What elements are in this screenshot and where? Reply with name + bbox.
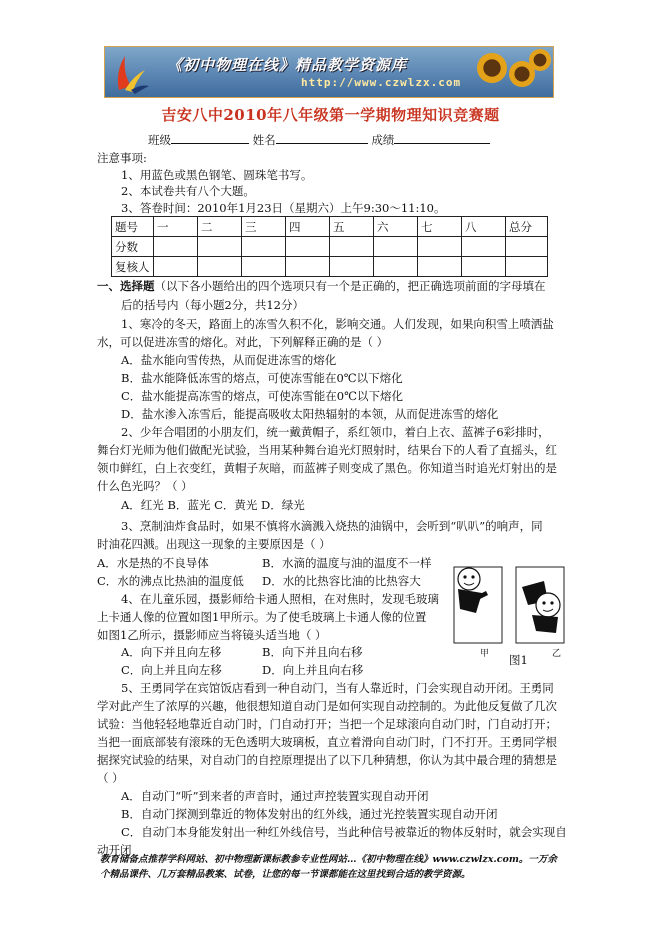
footer-line: 教育储备点推荐学科网站、初中物理新课标教参专业性网站…《初中物理在线》www.czwlzx.com。一万余 [100,854,557,865]
question-text: 4、在儿童乐园，摄影师给卡通人照相，在对焦时，发现毛玻璃 [121,592,439,606]
score-cell[interactable] [506,237,548,257]
note-item: 2、本试卷共有八个大题。 [121,184,255,198]
question-text: 当把一面底部装有滚珠的无色透明大玻璃板，直立着滑向自动门时，门不打开。王勇同学根 [97,735,557,749]
option-text: A．自动门“听”到来者的声音时，通过声控装置实现自动开闭 [121,789,429,803]
figure-label-a: 甲 [480,649,490,659]
option-text: A．向下并且向左移 [121,645,222,659]
notes-heading: 注意事项: [97,151,147,165]
table-header-cell: 五 [330,217,374,237]
option-text: D．向上并且向右移 [262,663,364,677]
site-logo-icon [111,50,151,94]
table-row [112,257,548,277]
question-text: 2、少年合唱团的小朋友们，统一戴黄帽子，系红领巾，着白上衣、蓝裤子6彩排时， [121,425,550,439]
option-text: C．自动门本身能发射出一种红外线信号，当此种信号被靠近的物体反射时，就会实现自 [121,825,567,839]
page-title: 吉安八中2010年八年级第一学期物理知识竞赛题 [161,106,500,124]
score-cell[interactable] [462,257,506,277]
table-row-label: 分数 [112,237,154,257]
note-item: 3、答卷时间：2010年1月23日（星期六）上午9:30～11:10。 [121,201,446,215]
figure-label-b: 乙 [552,649,562,659]
question-text: 3、烹制油炸食品时，如果不慎将水滴溅入烧热的油锅中，会听到“叭叭”的响声，同 [121,519,543,533]
sunflower-icon [529,49,551,71]
table-header-cell: 七 [418,217,462,237]
score-cell[interactable] [330,237,374,257]
class-field[interactable] [171,131,249,144]
table-header-cell: 总分 [506,217,548,237]
option-text: A．盐水能向雪传热，从而促进冻雪的熔化 [121,353,337,367]
table-header-cell: 二 [198,217,242,237]
section-instructions: （以下各小题给出的四个选项只有一个是正确的，把正确选项前面的字母填在 [154,279,546,293]
score-cell[interactable] [198,257,242,277]
table-header-cell: 题号 [112,217,154,237]
header-banner [104,46,554,98]
sunflower-icon [477,53,507,83]
info-line [148,131,490,148]
table-header-cell: 六 [374,217,418,237]
score-cell[interactable] [418,237,462,257]
section-instructions-cont: 后的括号内（每小题2分，共12分） [121,298,304,312]
table-header-cell: 八 [462,217,506,237]
option-text: B．自动门探测到靠近的物体发射出的红外线，通过光控装置实现自动开闭 [121,807,498,821]
question-text: 领巾鲜红，白上衣变红，黄帽子灰暗，而蓝裤子则变成了黑色。你知道当时追光灯射出的是 [97,461,557,475]
option-text: A．红光 B．蓝光 C．黄光 D．绿光 [121,498,305,512]
score-cell[interactable] [506,257,548,277]
score-cell[interactable] [418,257,462,277]
table-header-cell: 四 [286,217,330,237]
figure-1 [452,565,567,645]
score-cell[interactable] [286,237,330,257]
score-cell[interactable] [154,257,198,277]
question-text: 舞台灯光师为他们做配光试验，当用某种舞台追光灯照射时，结果台下的人看了直摇头，红 [97,443,557,457]
score-cell[interactable] [374,237,418,257]
table-header-cell: 一 [154,217,198,237]
name-label: 姓名 [252,133,276,147]
option-text: B．盐水能降低冻雪的熔点，可使冻雪能在0℃以下熔化 [121,371,403,385]
question-text: 试验：当他轻轻地靠近自动门时，门自动打开；当把一个足球滚向自动门时，门自动打开； [97,717,557,731]
question-text: 5、王勇同学在宾馆饭店看到一种自动门，当有人靠近时，门会实现自动开闭。王勇同 [121,681,554,695]
score-cell[interactable] [374,257,418,277]
table-header-cell: 三 [242,217,286,237]
class-label: 班级 [148,133,171,147]
question-text: 1、寒冷的冬天，路面上的冻雪久积不化，影响交通。人们发现，如果向积雪上喷洒盐 [121,317,554,331]
score-cell[interactable] [462,237,506,257]
score-field[interactable] [394,131,490,144]
question-text: 如图1乙所示，摄影师应当将镜头适当地（ ） [97,628,327,642]
banner-title: 《初中物理在线》精品教学资源库 [167,56,408,74]
footer [100,852,570,882]
option-text: C．水的沸点比热油的温度低 [97,574,244,588]
score-cell[interactable] [242,257,286,277]
question-text: （ ） [97,771,124,785]
option-text: B．水滴的温度与油的温度不一样 [262,556,432,570]
question-text: 什么色光吗？（ ） [97,479,193,493]
option-text: D．盐水渗入冻雪后，能提高吸收太阳热辐射的本领，从而促进冻雪的熔化 [121,407,499,421]
score-table [111,216,548,277]
banner-url[interactable]: http://www.czwlzx.com [301,76,462,89]
table-row [112,217,548,237]
name-field[interactable] [276,131,368,144]
cartoon-figure-illustration [452,565,567,645]
section-title: 选择题 [120,279,155,293]
score-label: 成绩 [371,133,395,147]
table-row-label: 复核人 [112,257,154,277]
footer-line: 个精品课件、几万套精品教案、试卷，让您的每一节课都能在这里找到合适的教学资源。 [100,869,471,880]
table-row [112,237,548,257]
question-text: 水，可以促进冻雪的熔化。对此，下列解释正确的是（ ） [97,335,389,349]
figure-caption: 图1 [509,653,528,667]
option-text: B．向下并且向右移 [262,645,363,659]
option-text: 动开闭 [97,843,132,857]
question-text: 据探究试验的结果，对自动门的自控原理提出了以下几种猜想，你认为其中最合理的猜想是 [97,753,557,767]
section-number: 一、 [97,279,120,293]
score-cell[interactable] [198,237,242,257]
score-cell[interactable] [242,237,286,257]
section-heading [97,278,546,294]
option-text: C．向上并且向左移 [121,663,222,677]
score-cell[interactable] [154,237,198,257]
option-text: D．水的比热容比油的比热容大 [262,574,421,588]
option-text: C．盐水能提高冻雪的熔点，可使冻雪能在0℃以下熔化 [121,389,403,403]
question-text: 上卡通人像的位置如图1甲所示。为了使毛玻璃上卡通人像的位置 [97,610,427,624]
score-cell[interactable] [286,257,330,277]
question-text: 时油花四溅。出现这一现象的主要原因是（ ） [97,537,331,551]
score-cell[interactable] [330,257,374,277]
option-text: A．水是热的不良导体 [97,556,209,570]
note-item: 1、用蓝色或黑色钢笔、圆珠笔书写。 [121,168,313,182]
question-text: 学对此产生了浓厚的兴趣，他很想知道自动门是如何实现自动控制的。为此他反复做了几次 [97,699,557,713]
